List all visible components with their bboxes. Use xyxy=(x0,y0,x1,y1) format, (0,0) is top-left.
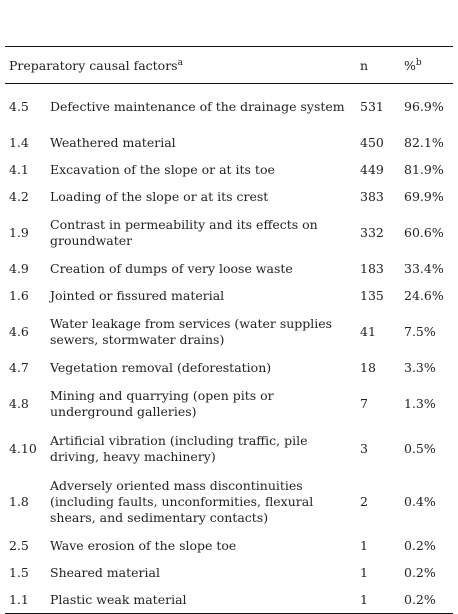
table-row xyxy=(5,471,453,532)
cell-n: 18 xyxy=(360,359,376,375)
cell-factor: Mining and quarrying (open pits or underground galleries) xyxy=(50,387,274,419)
cell-pct: 81.9% xyxy=(404,161,444,177)
table-row xyxy=(5,381,453,426)
table-grid xyxy=(5,47,453,613)
cell-n: 449 xyxy=(360,161,384,177)
cell-factor: Creation of dumps of very loose waste xyxy=(50,260,293,276)
cell-factor: Sheared material xyxy=(50,564,160,580)
header-factors xyxy=(5,47,360,83)
cell-n: 41 xyxy=(360,323,376,339)
cell-code: 4.7 xyxy=(9,359,29,375)
cell-code: 4.8 xyxy=(9,395,29,411)
table-row xyxy=(5,255,453,282)
table-row xyxy=(5,354,453,381)
cell-factor: Defective maintenance of the drainage system xyxy=(50,98,345,114)
cell-pct: 1.3% xyxy=(404,395,436,411)
cell-code: 4.1 xyxy=(9,161,29,177)
cell-factor: Vegetation removal (deforestation) xyxy=(50,359,272,375)
header-percent xyxy=(404,47,453,83)
cell-pct: 82.1% xyxy=(404,134,444,150)
cell-code: 1.1 xyxy=(9,591,29,607)
cell-factor: Contrast in permeability and its effects on groundwater xyxy=(50,216,318,248)
cell-factor: Weathered material xyxy=(50,134,176,150)
cell-code: 4.10 xyxy=(9,440,37,456)
cell-code: 1.4 xyxy=(9,134,29,150)
cell-n: 1 xyxy=(360,591,368,607)
cell-n: 7 xyxy=(360,395,368,411)
cell-pct: 33.4% xyxy=(404,260,444,276)
cell-n: 2 xyxy=(360,493,368,509)
header-factors-label: Preparatory causal factors xyxy=(9,58,178,73)
cell-code: 4.6 xyxy=(9,323,29,339)
cell-n: 1 xyxy=(360,537,368,553)
cell-n: 383 xyxy=(360,188,384,204)
cell-code: 1.6 xyxy=(9,287,29,303)
table-row xyxy=(5,129,453,156)
cell-code: 4.2 xyxy=(9,188,29,204)
cell-factor: Plastic weak material xyxy=(50,591,187,607)
table-row xyxy=(5,426,453,471)
header-percent-label: % xyxy=(404,58,416,73)
cell-pct: 0.2% xyxy=(404,591,436,607)
table-row xyxy=(5,183,453,210)
table-row xyxy=(5,156,453,183)
cell-factor: Excavation of the slope or at its toe xyxy=(50,161,275,177)
cell-n: 450 xyxy=(360,134,384,150)
header-factors-superscript: a xyxy=(177,57,183,68)
table-row xyxy=(5,559,453,586)
cell-n: 135 xyxy=(360,287,384,303)
cell-code: 2.5 xyxy=(9,537,29,553)
cell-pct: 24.6% xyxy=(404,287,444,303)
cell-pct: 0.2% xyxy=(404,537,436,553)
cell-n: 332 xyxy=(360,224,384,240)
cell-n: 531 xyxy=(360,98,384,114)
cell-factor: Water leakage from services (water supplies sewers, stormwater drains) xyxy=(50,315,333,347)
table-row xyxy=(5,282,453,309)
cell-pct: 69.9% xyxy=(404,188,444,204)
causal-factors-table xyxy=(5,46,453,614)
cell-pct: 7.5% xyxy=(404,323,436,339)
table-header-row xyxy=(5,47,453,83)
cell-n: 3 xyxy=(360,440,368,456)
cell-pct: 0.2% xyxy=(404,564,436,580)
cell-factor: Adversely oriented mass discontinuities (including faults, unconformities, flexural shears, and sedimentary contacts) xyxy=(50,477,314,525)
cell-pct: 0.5% xyxy=(404,440,436,456)
cell-code: 1.9 xyxy=(9,224,29,240)
header-n: n xyxy=(360,58,369,73)
cell-pct: 3.3% xyxy=(404,359,436,375)
header-percent-superscript: b xyxy=(415,57,422,68)
table-row xyxy=(5,309,453,354)
table-row xyxy=(5,210,453,255)
cell-n: 183 xyxy=(360,260,384,276)
cell-pct: 96.9% xyxy=(404,98,444,114)
cell-factor: Loading of the slope or at its crest xyxy=(50,188,269,204)
cell-factor: Jointed or fissured material xyxy=(50,287,225,303)
cell-pct: 60.6% xyxy=(404,224,444,240)
table-body xyxy=(5,84,453,613)
cell-factor: Artificial vibration (including traffic, pile driving, heavy machinery) xyxy=(50,432,308,464)
cell-code: 4.9 xyxy=(9,260,29,276)
cell-factor: Wave erosion of the slope toe xyxy=(50,537,237,553)
cell-code: 1.8 xyxy=(9,493,29,509)
cell-n: 1 xyxy=(360,564,368,580)
cell-pct: 0.4% xyxy=(404,493,436,509)
cell-code: 4.5 xyxy=(9,98,29,114)
table-row xyxy=(5,84,453,129)
cell-code: 1.5 xyxy=(9,564,29,580)
table-row xyxy=(5,532,453,559)
